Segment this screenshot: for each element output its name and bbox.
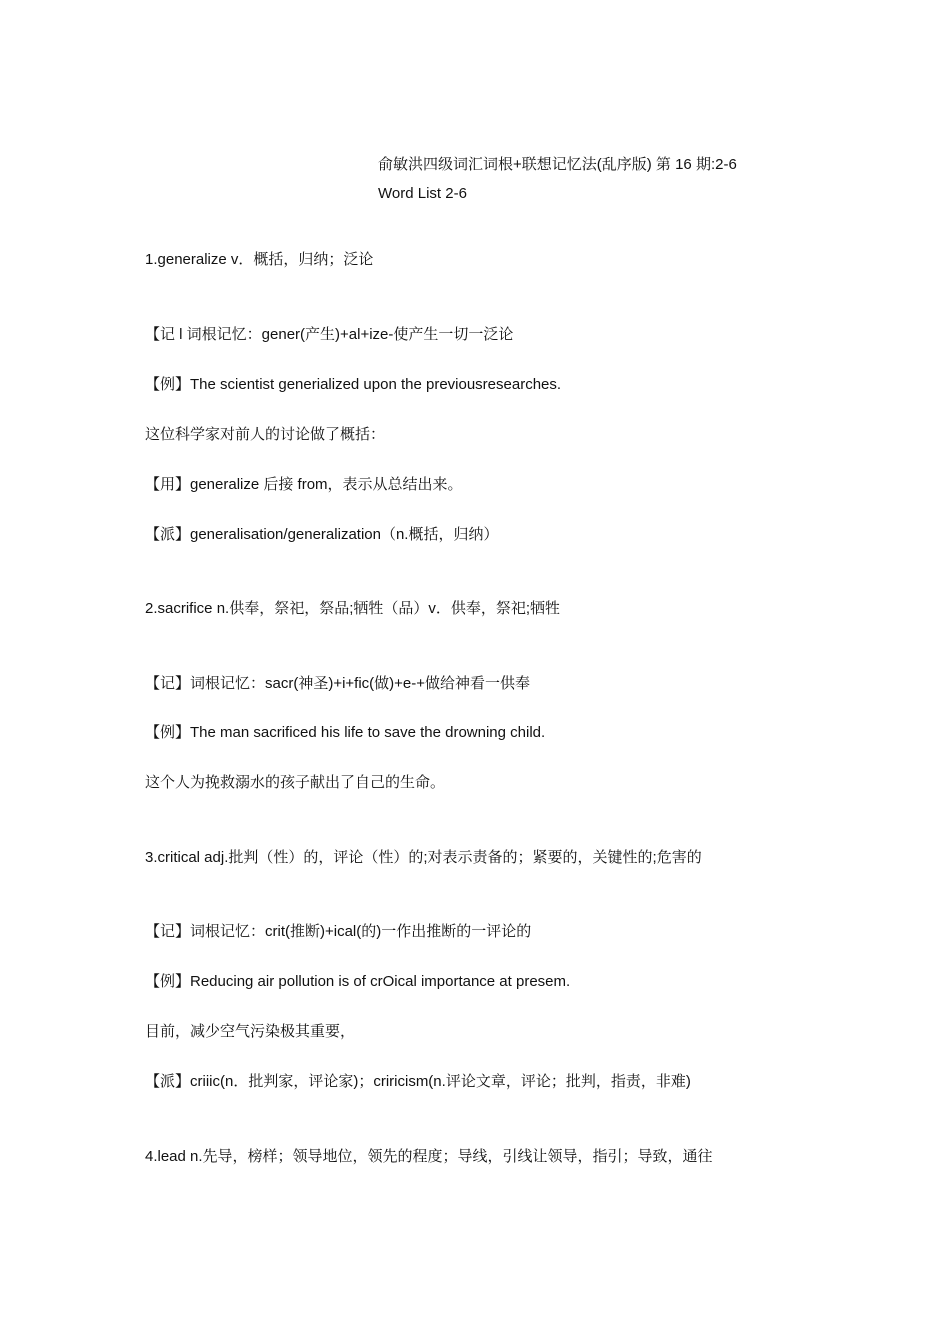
document-title: 俞敏洪四级词汇词根+联想记忆法(乱序版) 第 16 期:2-6 (378, 156, 737, 173)
entry-1-translation: 这位科学家对前人的讨论做了概括： (145, 426, 386, 443)
entry-2-translation: 这个人为挽救溺水的孩子献出了自己的生命。 (145, 774, 446, 791)
entry-3-derivative: 【派】criiic(n．批判家，评论家)；criricism(n.评论文章，评论；批判，指责，非难) (145, 1073, 691, 1090)
entry-1-heading: 1.generalize v．概括，归纳；泛论 (145, 251, 374, 268)
entry-2-example: 【例】The man sacrificed his life to save the drowning child. (145, 724, 546, 741)
entry-1-derivative: 【派】generalisation/generalization（n.概括，归纳） (145, 526, 499, 543)
entry-2-heading: 2.sacrifice n.供奉，祭祀，祭品;牺牲（品）v．供奉，祭祀;牺牲 (145, 600, 561, 617)
entry-3-example: 【例】Reducing air pollution is of crOical importance at presem. (145, 973, 571, 990)
document-subtitle: Word List 2-6 (378, 185, 467, 202)
entry-3-heading: 3.critical adj.批判（性）的，评论（性）的;对表示责备的；紧要的，关键性的;危害的 (145, 849, 702, 866)
entry-1-example: 【例】The scientist generialized upon the previousresearches. (145, 376, 562, 393)
entry-2-memory: 【记】词根记忆：sacr(神圣)+i+fic(做)+e-+做给神看一供奉 (145, 675, 531, 692)
entry-3-translation: 目前，减少空气污染极其重要， (145, 1023, 356, 1040)
entry-4-heading: 4.lead n.先导，榜样；领导地位，领先的程度；导线，引线让领导，指引；导致，通往 (145, 1148, 713, 1165)
entry-3-memory: 【记】词根记忆：crit(推断)+ical(的)一作出推断的一评论的 (145, 923, 532, 940)
document-header (378, 150, 737, 208)
entry-1-memory: 【记 l 词根记忆：gener(产生)+al+ize-使产生一切一泛论 (145, 326, 514, 343)
entry-1-usage: 【用】generalize 后接 from，表示从总结出来。 (145, 476, 463, 493)
